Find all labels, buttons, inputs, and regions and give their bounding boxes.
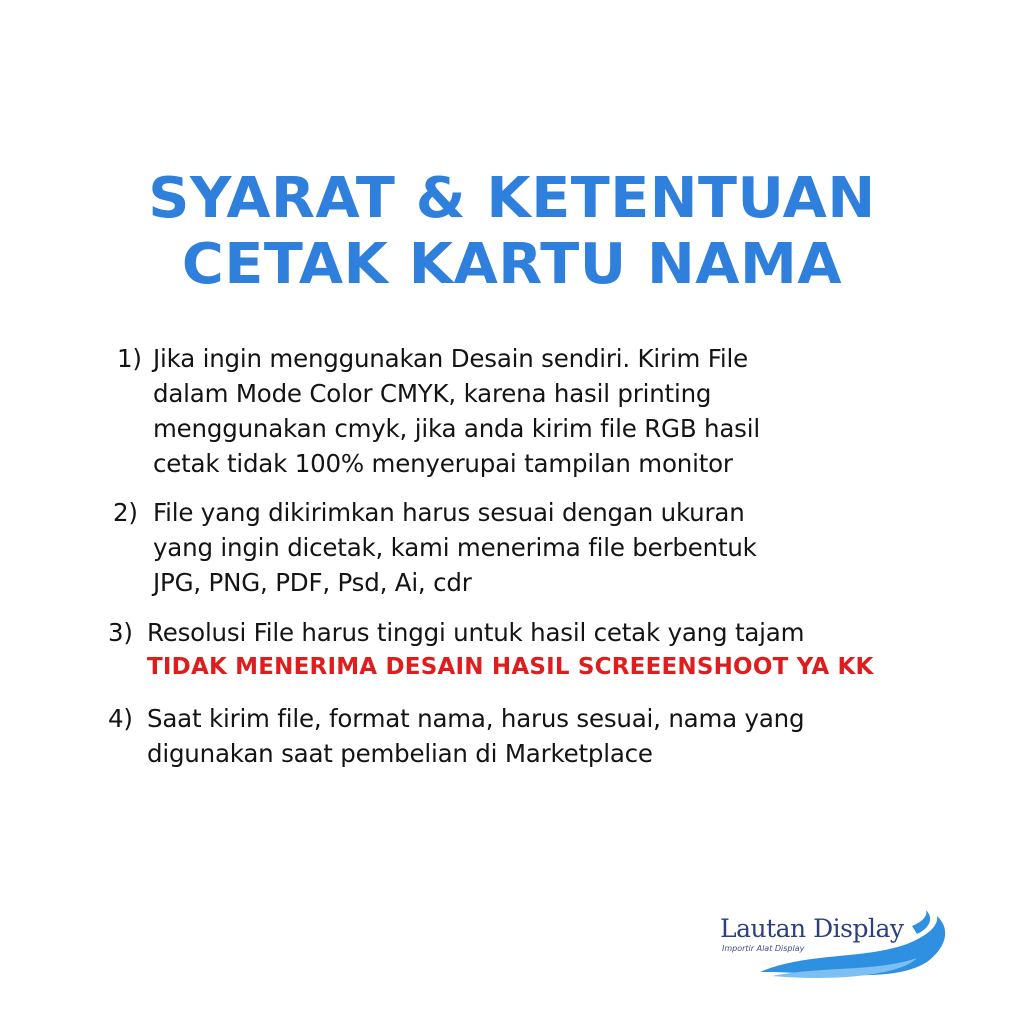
item-text-line: cetak tidak 100% menyerupai tampilan monitor (153, 449, 733, 478)
title-line-2: CETAK KARTU NAMA (181, 232, 843, 297)
page-title (0, 166, 1024, 298)
item-number: 2) (113, 498, 138, 527)
item-text-line: File yang dikirimkan harus sesuai dengan ukuran (153, 498, 745, 527)
logo-name: Lautan Display (720, 914, 904, 943)
item-text-line: dalam Mode Color CMYK, karena hasil printing (153, 379, 712, 408)
item-text-line: Resolusi File harus tinggi untuk hasil cetak yang tajam (147, 618, 805, 647)
item-text-line: digunakan saat pembelian di Marketplace (147, 739, 653, 768)
item-number: 4) (108, 704, 133, 733)
list-item-3 (108, 615, 874, 685)
item-number: 3) (108, 618, 133, 647)
item-text-line: yang ingin dicetak, kami menerima file berbentuk (153, 533, 757, 562)
list-item-4 (108, 701, 804, 771)
item-text-line: Saat kirim file, format nama, harus sesuai, nama yang (147, 704, 805, 733)
list-item-1 (117, 341, 760, 481)
item-text-line: menggunakan cmyk, jika anda kirim file RGB hasil (153, 414, 760, 443)
title-line-1: SYARAT & KETENTUAN (148, 166, 876, 231)
warning-text: TIDAK MENERIMA DESAIN HASIL SCREEENSHOOT YA KK (147, 654, 874, 680)
item-text-line: Jika ingin menggunakan Desain sendiri. Kirim File (153, 344, 748, 373)
logo-tagline: Importir Alat Display (722, 944, 805, 953)
item-number: 1) (117, 344, 142, 373)
list-item-2 (113, 495, 757, 600)
item-text-line: JPG, PNG, PDF, Psd, Ai, cdr (153, 568, 472, 597)
brand-logo (712, 908, 962, 988)
